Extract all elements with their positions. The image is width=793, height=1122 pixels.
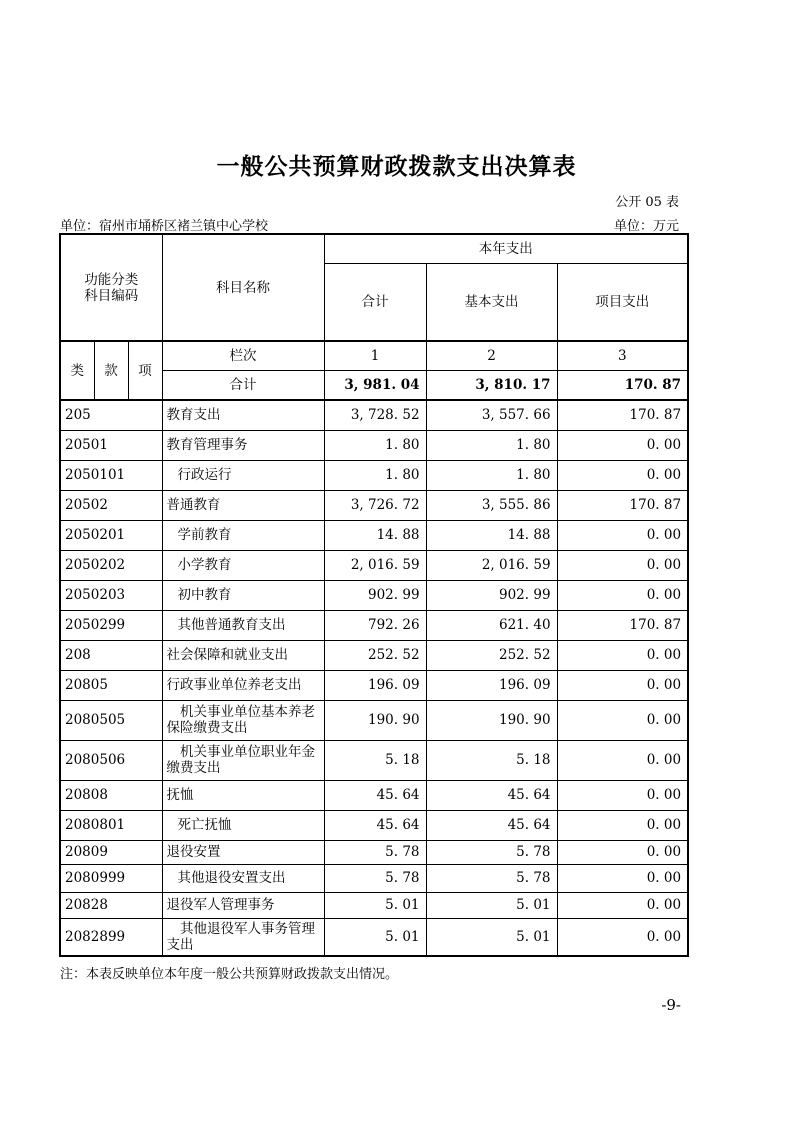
table-row <box>60 918 688 956</box>
row-code: 20501 <box>60 430 162 460</box>
table-row <box>60 740 688 780</box>
row-subject-name: 小学教育 <box>162 550 324 580</box>
row-subject-name: 行政运行 <box>162 460 324 490</box>
row-basic: 1. 80 <box>426 460 557 490</box>
row-total: 45. 64 <box>324 780 426 810</box>
row-subject-name: 行政事业单位养老支出 <box>162 670 324 700</box>
expenditure-table <box>59 233 689 957</box>
row-subject-name: 退役军人管理事务 <box>162 892 324 918</box>
header-project: 项目支出 <box>557 263 688 341</box>
row-code: 20809 <box>60 840 162 864</box>
row-subject-name: 初中教育 <box>162 580 324 610</box>
row-subject-name: 死亡抚恤 <box>162 810 324 840</box>
row-project: 170. 87 <box>557 610 688 640</box>
row-total: 1. 80 <box>324 430 426 460</box>
row-project: 0. 00 <box>557 918 688 956</box>
row-basic: 3, 555. 86 <box>426 490 557 520</box>
table-row <box>60 550 688 580</box>
row-project: 0. 00 <box>557 740 688 780</box>
row-basic: 1. 80 <box>426 430 557 460</box>
row-code: 2080801 <box>60 810 162 840</box>
row-project: 0. 00 <box>557 840 688 864</box>
row-total: 902. 99 <box>324 580 426 610</box>
header-total: 合计 <box>324 263 426 341</box>
summary-total: 3, 981. 04 <box>324 370 426 400</box>
row-subject-name: 机关事业单位职业年金缴费支出 <box>162 740 324 780</box>
row-total: 3, 726. 72 <box>324 490 426 520</box>
row-total: 5. 01 <box>324 918 426 956</box>
header-col3: 3 <box>557 341 688 370</box>
table-row <box>60 670 688 700</box>
table-row <box>60 864 688 892</box>
table-row <box>60 780 688 810</box>
row-project: 0. 00 <box>557 864 688 892</box>
page-number: -9- <box>661 996 681 1014</box>
row-total: 252. 52 <box>324 640 426 670</box>
row-code: 20805 <box>60 670 162 700</box>
reporting-unit: 单位：宿州市埇桥区褚兰镇中心学校 <box>60 219 269 234</box>
row-total: 196. 09 <box>324 670 426 700</box>
table-row <box>60 430 688 460</box>
table-note: 注：本表反映单位本年度一般公共预算财政拨款支出情况。 <box>60 967 399 982</box>
row-total: 5. 01 <box>324 892 426 918</box>
row-total: 14. 88 <box>324 520 426 550</box>
row-code: 2050202 <box>60 550 162 580</box>
row-basic: 5. 01 <box>426 892 557 918</box>
row-project: 0. 00 <box>557 810 688 840</box>
row-project: 0. 00 <box>557 780 688 810</box>
row-project: 0. 00 <box>557 892 688 918</box>
header-func-code-text: 功能分类 科目编码 <box>84 271 139 304</box>
row-total: 792. 26 <box>324 610 426 640</box>
row-total: 1. 80 <box>324 460 426 490</box>
row-project: 0. 00 <box>557 520 688 550</box>
row-project: 170. 87 <box>557 490 688 520</box>
row-subject-name: 其他退役安置支出 <box>162 864 324 892</box>
table-row <box>60 490 688 520</box>
row-basic: 45. 64 <box>426 810 557 840</box>
table-row <box>60 400 688 430</box>
row-project: 0. 00 <box>557 460 688 490</box>
row-subject-name: 退役安置 <box>162 840 324 864</box>
row-subject-name: 社会保障和就业支出 <box>162 640 324 670</box>
row-code: 2050101 <box>60 460 162 490</box>
row-basic: 5. 01 <box>426 918 557 956</box>
row-basic: 14. 88 <box>426 520 557 550</box>
row-subject-name: 学前教育 <box>162 520 324 550</box>
row-project: 0. 00 <box>557 430 688 460</box>
row-code: 20828 <box>60 892 162 918</box>
row-code: 2080999 <box>60 864 162 892</box>
summary-basic: 3, 810. 17 <box>426 370 557 400</box>
row-subject-name: 抚恤 <box>162 780 324 810</box>
row-basic: 621. 40 <box>426 610 557 640</box>
header-kuan: 款 <box>94 341 128 400</box>
row-code: 208 <box>60 640 162 670</box>
row-total: 2, 016. 59 <box>324 550 426 580</box>
row-project: 0. 00 <box>557 700 688 740</box>
row-basic: 3, 557. 66 <box>426 400 557 430</box>
row-basic: 2, 016. 59 <box>426 550 557 580</box>
table-row <box>60 640 688 670</box>
table-row <box>60 520 688 550</box>
header-col2: 2 <box>426 341 557 370</box>
header-subject: 科目名称 <box>162 234 324 341</box>
row-subject-name: 教育支出 <box>162 400 324 430</box>
header-basic: 基本支出 <box>426 263 557 341</box>
summary-label: 合计 <box>162 370 324 400</box>
row-subject-name: 其他退役军人事务管理支出 <box>162 918 324 956</box>
header-lei: 类 <box>60 341 94 400</box>
row-basic: 5. 18 <box>426 740 557 780</box>
row-total: 3, 728. 52 <box>324 400 426 430</box>
row-code: 205 <box>60 400 162 430</box>
row-code: 20808 <box>60 780 162 810</box>
header-lanci: 栏次 <box>162 341 324 370</box>
row-project: 0. 00 <box>557 580 688 610</box>
row-basic: 252. 52 <box>426 640 557 670</box>
row-code: 2080505 <box>60 700 162 740</box>
form-number: 公开 05 表 <box>615 195 679 210</box>
table-row <box>60 460 688 490</box>
table-row <box>60 892 688 918</box>
header-xiang: 项 <box>128 341 162 400</box>
row-basic: 196. 09 <box>426 670 557 700</box>
row-code: 2050201 <box>60 520 162 550</box>
row-total: 45. 64 <box>324 810 426 840</box>
table-row <box>60 580 688 610</box>
row-code: 2080506 <box>60 740 162 780</box>
row-subject-name: 普通教育 <box>162 490 324 520</box>
table-row <box>60 700 688 740</box>
page-title: 一般公共预算财政拨款支出决算表 <box>216 154 577 180</box>
row-project: 0. 00 <box>557 640 688 670</box>
row-total: 5. 78 <box>324 840 426 864</box>
table-row <box>60 840 688 864</box>
row-basic: 45. 64 <box>426 780 557 810</box>
row-subject-name: 其他普通教育支出 <box>162 610 324 640</box>
header-year-expense: 本年支出 <box>324 234 688 263</box>
table-row <box>60 610 688 640</box>
row-project: 0. 00 <box>557 670 688 700</box>
summary-project: 170. 87 <box>557 370 688 400</box>
row-total: 5. 18 <box>324 740 426 780</box>
row-code: 2050203 <box>60 580 162 610</box>
row-total: 5. 78 <box>324 864 426 892</box>
row-code: 2050299 <box>60 610 162 640</box>
currency-unit: 单位：万元 <box>613 219 679 234</box>
header-col1: 1 <box>324 341 426 370</box>
row-basic: 5. 78 <box>426 840 557 864</box>
header-func-code <box>60 234 162 341</box>
row-basic: 902. 99 <box>426 580 557 610</box>
table-row <box>60 810 688 840</box>
row-code: 2082899 <box>60 918 162 956</box>
row-total: 190. 90 <box>324 700 426 740</box>
row-project: 0. 00 <box>557 550 688 580</box>
row-basic: 190. 90 <box>426 700 557 740</box>
row-subject-name: 机关事业单位基本养老保险缴费支出 <box>162 700 324 740</box>
row-subject-name: 教育管理事务 <box>162 430 324 460</box>
row-code: 20502 <box>60 490 162 520</box>
row-project: 170. 87 <box>557 400 688 430</box>
row-basic: 5. 78 <box>426 864 557 892</box>
